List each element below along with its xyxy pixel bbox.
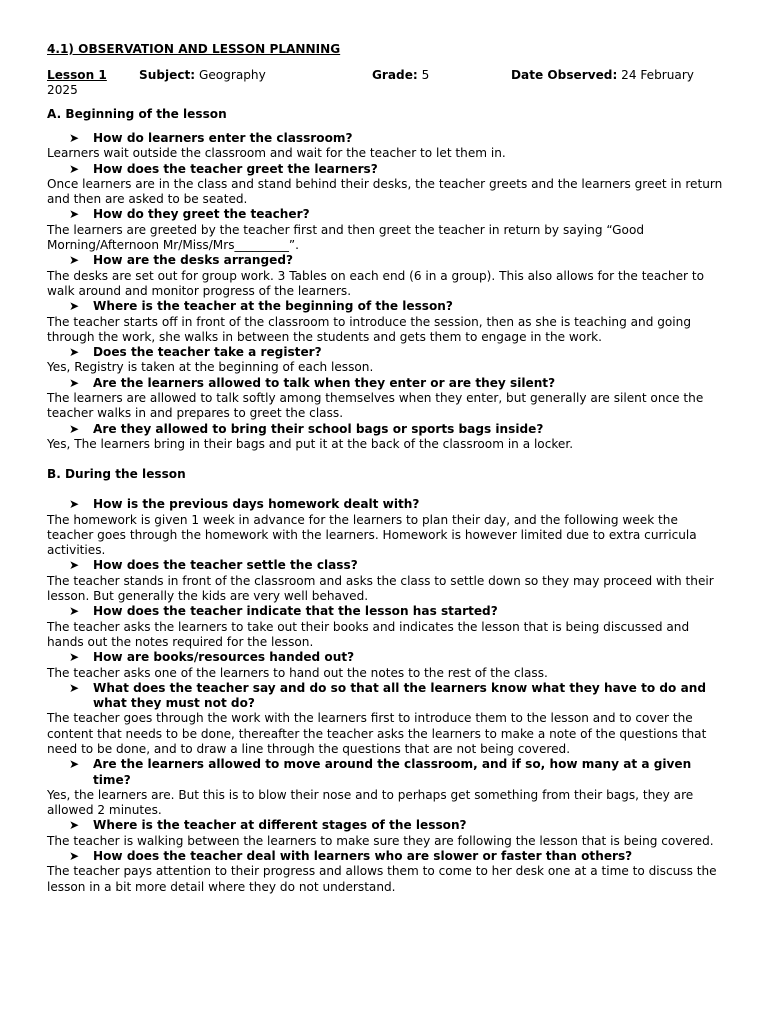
- subject-field: [139, 68, 266, 83]
- date-field: [511, 68, 694, 83]
- answer-text: The learners are allowed to talk softly among themselves when they enter, but generally are silent once the teacher walks in and prepares to greet the class.: [47, 391, 704, 421]
- subject-value: Geography: [195, 68, 266, 82]
- question-item: [47, 681, 727, 712]
- question-text: What does the teacher say and do so that all the learners know what they have to do and what they must not do?: [93, 680, 706, 711]
- question-text: Does the teacher take a register?: [93, 345, 322, 360]
- document-page: [47, 42, 727, 895]
- question-text: How is the previous days homework dealt with?: [93, 497, 420, 512]
- arrow-bullet-icon: ➤: [69, 558, 80, 573]
- subject-label: Subject:: [139, 68, 196, 82]
- question-text: Where is the teacher at different stages of the lesson?: [93, 818, 467, 833]
- section-b-list: [47, 497, 727, 895]
- answer-text: The desks are set out for group work. 3 Tables on each end (6 in a group). This also allows for the teacher to walk around and monitor progress of the learners.: [47, 268, 704, 298]
- question-text: How does the teacher indicate that the lesson has started?: [93, 604, 498, 619]
- arrow-bullet-icon: ➤: [69, 757, 80, 772]
- section-a-list: [47, 131, 727, 452]
- answer-text: Yes, Registry is taken at the beginning of each lesson.: [47, 360, 374, 375]
- question-item: [47, 299, 727, 314]
- question-item: [47, 345, 727, 360]
- question-text: How are books/resources handed out?: [93, 650, 355, 665]
- question-item: [47, 131, 727, 146]
- answer-text: Once learners are in the class and stand behind their desks, the teacher greets and the learners greet in return and then are asked to be seated.: [47, 176, 723, 207]
- answer-text: The teacher goes through the work with the learners first to introduce them to the lesson and to cover the content that needs to be done, thereafter the teacher asks the learners to make a note of the questions that need to be done, and to draw a line through the questions that are not being covered.: [47, 711, 707, 756]
- answer-text: The teacher starts off in front of the classroom to introduce the session, then as she is teaching and going through the work, she walks in between the students and gets them to engage in the work.: [47, 314, 691, 344]
- arrow-bullet-icon: ➤: [69, 375, 80, 390]
- grade-value: 5: [417, 68, 430, 82]
- lesson-info: [47, 68, 727, 98]
- arrow-bullet-icon: ➤: [69, 207, 80, 222]
- question-item: [47, 422, 727, 437]
- question-item: [47, 650, 727, 665]
- arrow-bullet-icon: ➤: [69, 161, 80, 176]
- arrow-bullet-icon: ➤: [69, 818, 80, 833]
- question-text: How do they greet the teacher?: [93, 207, 310, 222]
- section-a-heading: A. Beginning of the lesson: [47, 107, 227, 121]
- question-item: [47, 253, 727, 268]
- document-title: 4.1) OBSERVATION AND LESSON PLANNING: [47, 42, 341, 56]
- question-text: How does the teacher deal with learners who are slower or faster than others?: [93, 849, 633, 864]
- question-item: [47, 162, 727, 177]
- arrow-bullet-icon: ➤: [69, 253, 80, 268]
- question-item: [47, 497, 727, 512]
- question-text: How are the desks arranged?: [93, 253, 294, 268]
- answer-text: Learners wait outside the classroom and wait for the teacher to let them in.: [47, 146, 506, 161]
- answer-text: The teacher asks the learners to take out their books and indicates the lesson that is being discussed and hands out the notes required for the lesson.: [47, 619, 690, 649]
- arrow-bullet-icon: ➤: [69, 131, 80, 145]
- answer-text: The teacher is walking between the learners to make sure they are following the lesson that is being covered.: [47, 833, 714, 848]
- grade-label: Grade:: [372, 68, 418, 82]
- answer-text: The teacher stands in front of the classroom and asks the class to settle down so they may proceed with their lesson. But generally the kids are very well behaved.: [47, 573, 714, 604]
- arrow-bullet-icon: ➤: [69, 299, 80, 314]
- question-item: [47, 376, 727, 391]
- date-value: 24 February: [617, 68, 694, 82]
- arrow-bullet-icon: ➤: [69, 680, 80, 695]
- question-item: [47, 757, 727, 788]
- date-year: 2025: [47, 83, 78, 97]
- question-text: Are the learners allowed to move around the classroom, and if so, how many at a given time?: [93, 757, 692, 787]
- section-b-heading: B. During the lesson: [47, 467, 186, 482]
- question-text: Are they allowed to bring their school bags or sports bags inside?: [93, 421, 544, 436]
- question-text: How does the teacher settle the class?: [93, 558, 358, 573]
- date-label: Date Observed:: [511, 68, 618, 82]
- arrow-bullet-icon: ➤: [69, 421, 80, 436]
- question-text: How do learners enter the classroom?: [93, 131, 353, 145]
- question-item: [47, 604, 727, 619]
- answer-text: Yes, The learners bring in their bags and put it at the back of the classroom in a locker.: [47, 436, 574, 451]
- arrow-bullet-icon: ➤: [69, 604, 80, 619]
- answer-text: Yes, the learners are. But this is to blow their nose and to perhaps get something from their bags, they are allowed 2 minutes.: [47, 787, 694, 818]
- question-item: [47, 818, 727, 833]
- question-text: How does the teacher greet the learners?: [93, 161, 378, 176]
- answer-text: The teacher asks one of the learners to hand out the notes to the rest of the class.: [47, 665, 548, 680]
- lesson-number: Lesson 1: [47, 68, 107, 82]
- arrow-bullet-icon: ➤: [69, 345, 80, 360]
- answer-text: The homework is given 1 week in advance for the learners to plan their day, and the following week the teacher goes through the homework with the learners. Homework is however limited due to extra curricula activities.: [47, 512, 697, 558]
- question-text: Are the learners allowed to talk when they enter or are they silent?: [93, 375, 556, 390]
- arrow-bullet-icon: ➤: [69, 497, 80, 512]
- arrow-bullet-icon: ➤: [69, 849, 80, 864]
- arrow-bullet-icon: ➤: [69, 650, 80, 665]
- answer-text: The learners are greeted by the teacher first and then greet the teacher in return by saying “Good Morning/Afternoon Mr/Miss/Mrs_________”.: [47, 222, 645, 253]
- grade-field: [372, 68, 429, 83]
- answer-text: The teacher pays attention to their progress and allows them to come to her desk one at a time to discuss the lesson in a bit more detail where they do not understand.: [47, 864, 717, 894]
- question-item: [47, 207, 727, 222]
- question-text: Where is the teacher at the beginning of the lesson?: [93, 299, 453, 314]
- question-item: [47, 558, 727, 573]
- question-item: [47, 849, 727, 864]
